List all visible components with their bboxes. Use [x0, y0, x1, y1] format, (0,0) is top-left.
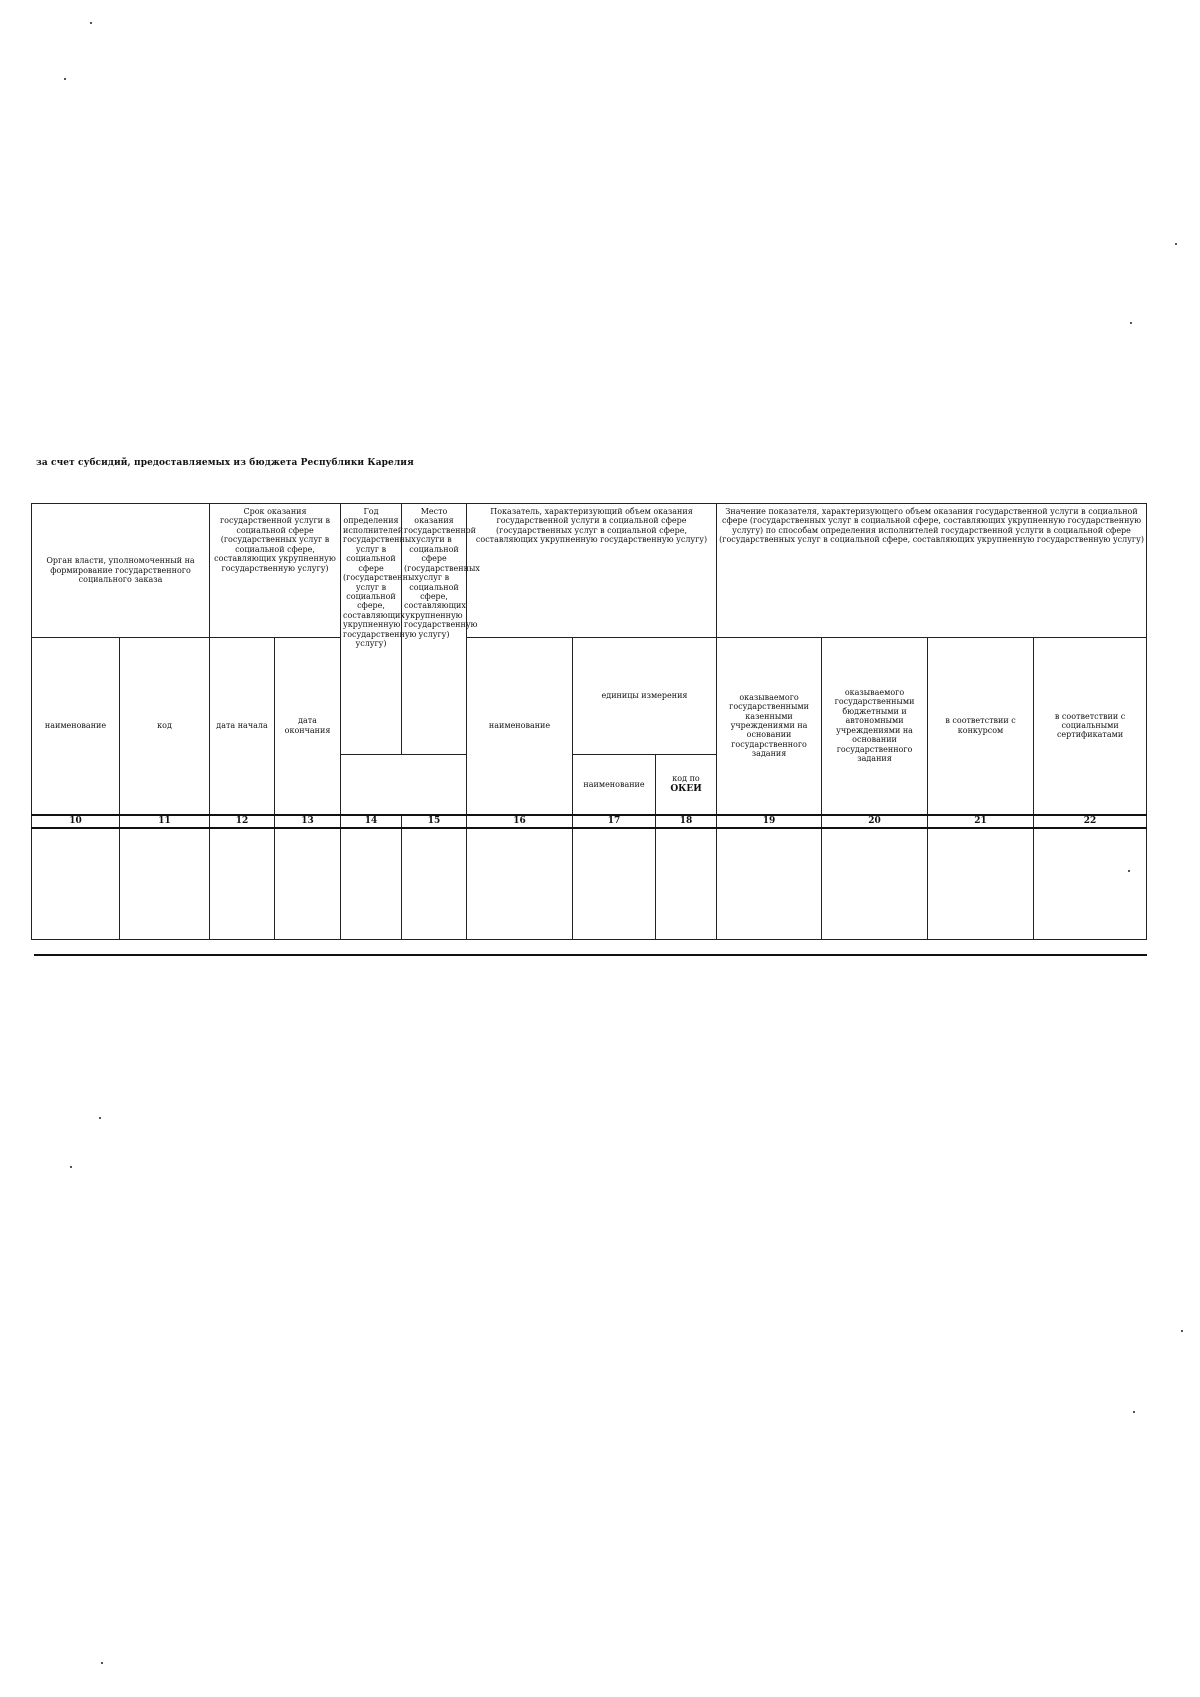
scan-speck [1181, 1330, 1183, 1332]
kod-okei-line2: ОКЕИ [670, 783, 702, 794]
header-data-okonchaniya: дата окончания [275, 638, 341, 815]
header-kazennye: оказываемого государственными казенными учреждениями на основании государственного задания [717, 638, 822, 815]
cell-empty [656, 828, 717, 940]
table-row [32, 828, 1147, 940]
col-num-10: 10 [32, 815, 120, 828]
cell-empty [32, 828, 120, 940]
header-god-mesto-continuation [341, 755, 467, 815]
cell-empty [210, 828, 275, 940]
kod-okei-line1: код по [672, 774, 700, 784]
cell-empty [467, 828, 573, 940]
col-num-12: 12 [210, 815, 275, 828]
table-caption: за счет субсидий, предоставляемых из бюджета Республики Карелия [36, 458, 414, 468]
scan-speck [1133, 1411, 1135, 1413]
header-edinicy-izmereniya: единицы измерения [573, 638, 717, 755]
scan-speck [101, 1662, 103, 1664]
scan-speck [1175, 243, 1177, 245]
scan-speck [99, 1117, 101, 1119]
scan-speck [64, 78, 66, 80]
cell-empty [717, 828, 822, 940]
header-god: Год определения исполнителей государственных услуг в социальной сфере (государственных услуг в социальной сфере, составляющих укрупненную государственную услугу) [341, 504, 402, 755]
col-num-19: 19 [717, 815, 822, 828]
col-num-16: 16 [467, 815, 573, 828]
col-num-13: 13 [275, 815, 341, 828]
col-num-20: 20 [822, 815, 928, 828]
header-mesto: Место оказания государственной услуги в социальной сфере (государственных услуг в социальной сфере, составляющих укрупненную государственную услугу) [402, 504, 467, 755]
cell-empty [573, 828, 656, 940]
header-znachenie: Значение показателя, характеризующего объем оказания государственной услуги в социальной сфере (государственных услуг в социальной сфере, составляющих укрупненную государственную услугу) по способам определения исполнителей государственной услуги в социальной сфере (государственных услуг в социальной сфере, составляющих укрупненную государственную услугу) [717, 504, 1147, 638]
scan-speck [70, 1166, 72, 1168]
col-num-18: 18 [656, 815, 717, 828]
social-order-table [31, 503, 1147, 940]
header-organ: Орган власти, уполномоченный на формирование государственного социального заказа [32, 504, 210, 638]
col-num-21: 21 [928, 815, 1034, 828]
header-sertifikaty: в соответствии с социальными сертификатами [1034, 638, 1147, 815]
cell-empty [402, 828, 467, 940]
bottom-rule [34, 954, 1147, 956]
cell-empty [120, 828, 210, 940]
header-byudzhetnye: оказываемого государственными бюджетными и автономными учреждениями на основании государственного задания [822, 638, 928, 815]
col-num-22: 22 [1034, 815, 1147, 828]
header-naimenovanie-pokazatelya: наименование [467, 638, 573, 815]
header-pokazatel: Показатель, характеризующий объем оказания государственной услуги в социальной сфере (государственных услуг в социальной сфере, составляющих укрупненную государственную услугу) [467, 504, 717, 638]
col-num-11: 11 [120, 815, 210, 828]
cell-empty [928, 828, 1034, 940]
col-num-17: 17 [573, 815, 656, 828]
column-numbers-row [32, 815, 1147, 828]
header-srok: Срок оказания государственной услуги в социальной сфере (государственных услуг в социальной сфере, составляющих укрупненную государственную услугу) [210, 504, 341, 638]
scan-speck [90, 22, 92, 24]
scan-speck [1130, 322, 1132, 324]
header-ed-naimenovanie: наименование [573, 755, 656, 815]
col-num-15: 15 [402, 815, 467, 828]
cell-empty [822, 828, 928, 940]
header-data-nachala: дата начала [210, 638, 275, 815]
cell-empty [275, 828, 341, 940]
cell-empty [341, 828, 402, 940]
cell-empty [1034, 828, 1147, 940]
col-num-14: 14 [341, 815, 402, 828]
header-konkurs: в соответствии с конкурсом [928, 638, 1034, 815]
header-kod-okei [656, 755, 717, 815]
header-naimenovanie: наименование [32, 638, 120, 815]
header-kod: код [120, 638, 210, 815]
scan-speck [1128, 870, 1130, 872]
